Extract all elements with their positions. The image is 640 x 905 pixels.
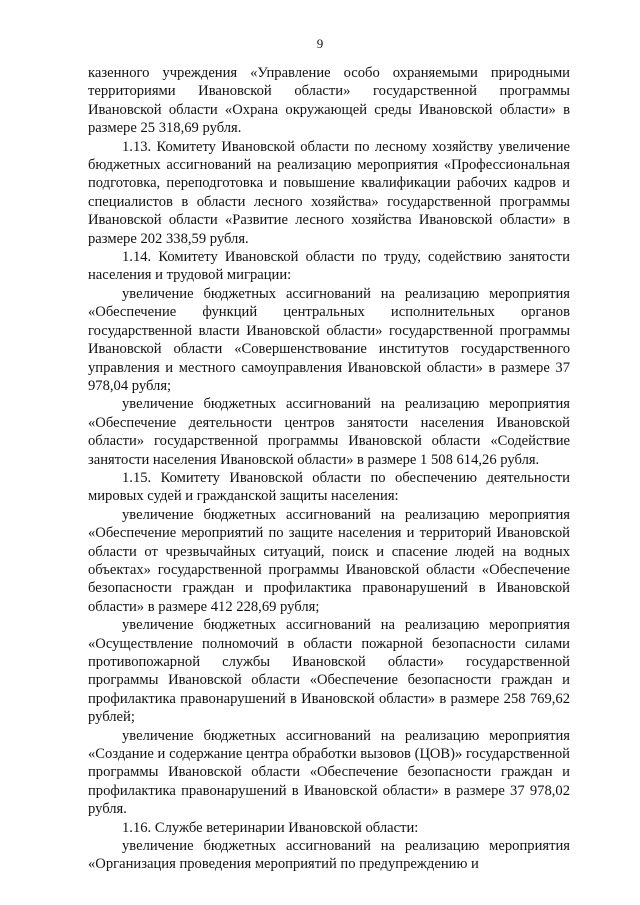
paragraph-continuation-1-12: казенного учреждения «Управление особо охраняемыми природными территориями Ивановской области» государственной программы Ивановской области «Охрана окружающей среды Ивановской области» в размере 25 318,69 рубля. [88,65,570,137]
paragraph-1-16-prevention: увеличение бюджетных ассигнований на реализацию мероприятия «Организация проведения мероприятий по предупреждению и [88,838,570,873]
document-body [88,64,570,874]
paragraph-1-14-employment-centers: увеличение бюджетных ассигнований на реализацию мероприятия «Обеспечение деятельности центров занятости населения Ивановской области» государственной программы Ивановской области «Содействие занятости населения Ивановской области» в размере 1 508 614,26 рубля. [88,396,570,468]
paragraph-1-13-forestry: 1.13. Комитету Ивановской области по лесному хозяйству увеличение бюджетных ассигнований на реализацию мероприятия «Профессиональная подготовка, переподготовка и повышение квалификации рабочих кадров и специалистов в области лесного хозяйства» государственной программы Ивановской области «Развитие лесного хозяйства Ивановской области» в размере 202 338,59 рубля. [88,138,570,247]
page-number: 9 [316,36,324,51]
paragraph-1-16-veterinary-heading: 1.16. Службе ветеринарии Ивановской области: [122,819,419,836]
paragraph-1-15-fire-safety: увеличение бюджетных ассигнований на реализацию мероприятия «Осуществление полномочий в области пожарной безопасности силами противопожарной службы Ивановской области» государственной программы Ивановской области «Обеспечение безопасности граждан и профилактика правонарушений в Ивановской области» в размере 258 769,62 рублей; [88,617,570,726]
paragraph-1-15-emergency-protection: увеличение бюджетных ассигнований на реализацию мероприятия «Обеспечение мероприятий по защите населения и территорий Ивановской области от чрезвычайных ситуаций, поиск и спасение людей на водных объектах» государственной программы Ивановской области «Обеспечение безопасности граждан и профилактика правонарушений в Ивановской области» в размере 412 228,69 рубля; [88,506,570,615]
paragraph-1-14-central-organs: увеличение бюджетных ассигнований на реализацию мероприятия «Обеспечение функций центральных исполнительных органов государственной власти Ивановской области» государственной программы Ивановской области «Совершенствование институтов государственного управления и местного самоуправления Ивановской области» в размере 37 978,04 рубля; [88,285,570,394]
paragraph-1-15-civil-defense-heading: 1.15. Комитету Ивановской области по обеспечению деятельности мировых судей и гражданской защиты населения: [88,469,570,505]
paragraph-1-14-labor-heading: 1.14. Комитету Ивановской области по труду, содействию занятости населения и трудовой миграции: [88,249,570,284]
paragraph-1-15-call-center: увеличение бюджетных ассигнований на реализацию мероприятия «Создание и содержание центра обработки вызовов (ЦОВ)» государственной программы Ивановской области «Обеспечение безопасности граждан и профилактика правонарушений в Ивановской области» в размере 37 978,02 рубля. [88,727,570,818]
